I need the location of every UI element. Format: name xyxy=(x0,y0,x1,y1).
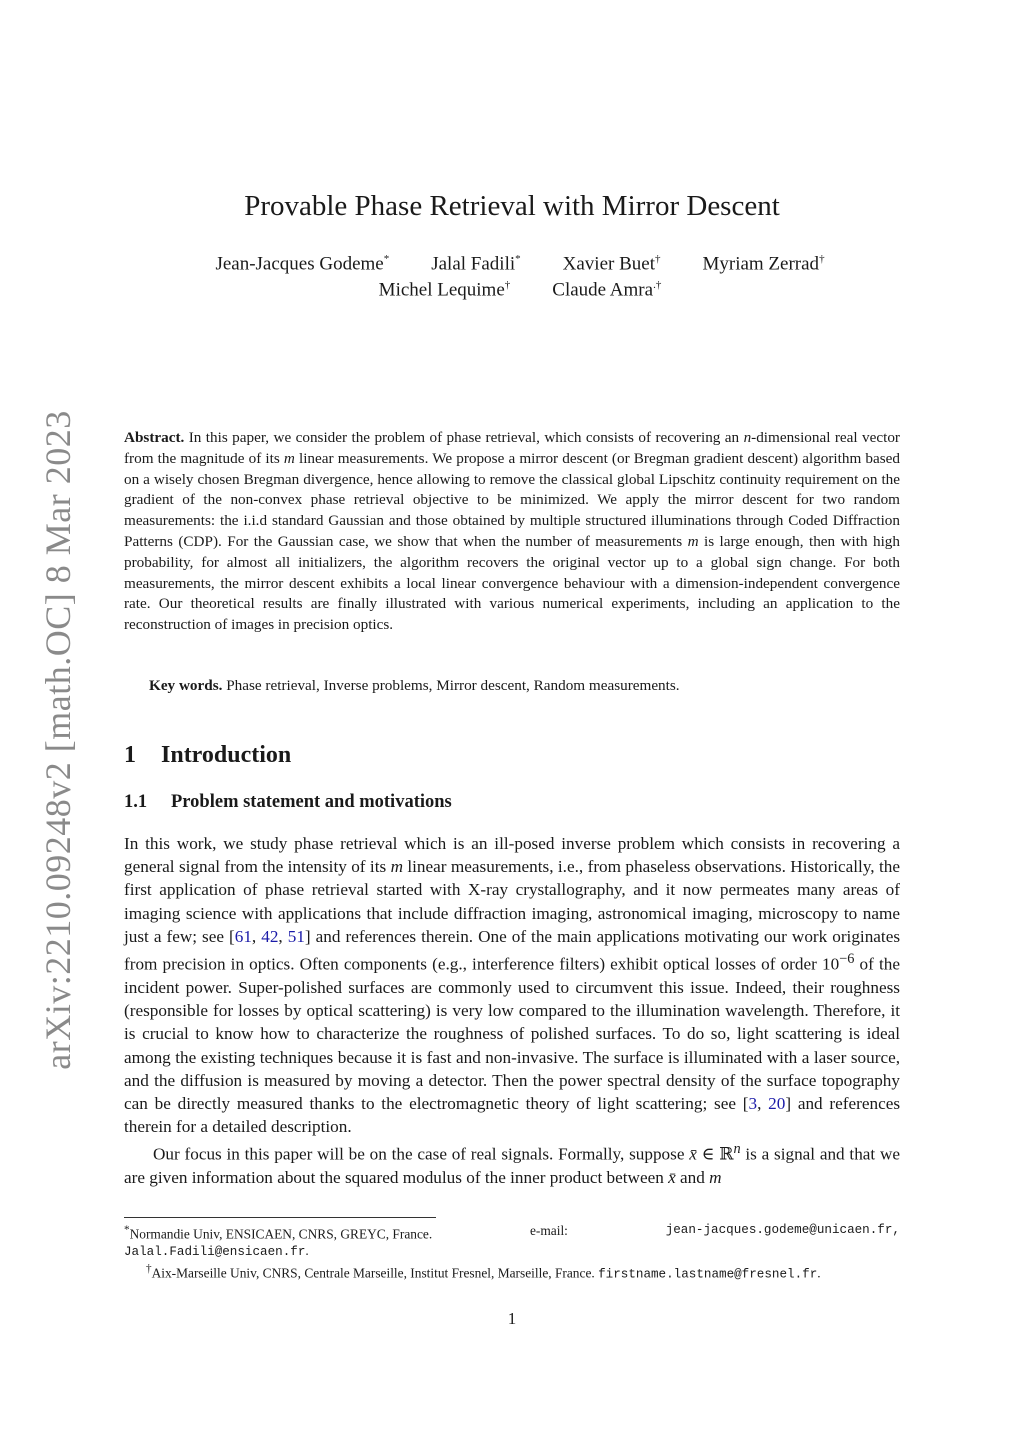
paragraph xyxy=(124,832,900,1138)
citation-link[interactable]: 42 xyxy=(261,926,279,946)
author-mark: * xyxy=(515,253,521,265)
author-mark: † xyxy=(819,253,825,265)
footnote-mark: * xyxy=(124,1224,130,1236)
keywords-label: Key words. xyxy=(149,677,223,694)
text-run: . xyxy=(817,1265,821,1281)
page-number: 1 xyxy=(507,1309,517,1328)
subsection-number: 1.1 xyxy=(124,792,148,812)
subsection-title: Problem statement and motivations xyxy=(171,792,452,812)
text-run: is a signal and that we are given information about the squared modulus of the inner product between xyxy=(124,1145,901,1188)
text-run: Our focus in this paper will be on the case of real signals. Formally, suppose xyxy=(153,1145,690,1165)
email-address[interactable]: Jalal.Fadili@ensicaen.fr xyxy=(124,1245,306,1260)
abstract-text: linear measurements. We propose a mirror descent (or Bregman gradient descent) algorithm based on a wisely chosen Bregman divergence, hence allowing to remove the classical global Lipschitz continuity requirement on the gradient of the non-convex phase retrieval objective to be minimized. We apply the mirror descent for two random measurements: the i.i.d standard Gaussian and those obtained by multiple structured illuminations through Coded Diffraction Patterns (CDP). For the Gaussian case, we show that when the number of measurements xyxy=(124,449,900,550)
abstract-text: In this paper, we consider the problem of phase retrieval, which consists of recovering an xyxy=(184,429,744,446)
citation-link[interactable]: 61 xyxy=(234,926,252,946)
author xyxy=(379,279,511,301)
text-run: linear measurements, i.e., from phaseless observations. Historically, the first application of phase retrieval started with X-ray crystallography, and it now permeates many areas of imaging science with applications that include diffraction imaging, astronomical imaging, microscopy to name just a few; see [ xyxy=(124,857,900,946)
abstract-text: is large enough, then with high probability, for almost all initializers, the algorithm recovers the original vector up to a global sign change. For both measurements, the mirror descent exhibits a local linear convergence behaviour with a dimension-independent convergence rate. Our theoretical results are finally illustrated with various numerical experiments, including an application to the reconstruction of images in precision optics. xyxy=(124,532,900,634)
text-run: of the incident power. Super-polished surfaces are commonly used to circumvent this issue. Indeed, their roughness (responsible for losses by optical scattering) is very low compared to the illumination wavelength. Therefore, it is crucial to know how to characterize the roughness of polished surfaces. To do so, light scattering is ideal among the existing techniques because it is fast and non-invasive. The surface is illuminated with a laser source, and the diffusion is measured by moving a detector. Then the power spectral density of the surface topography can be directly measured thanks to the electromagnetic theory of light scattering; see [ xyxy=(124,954,900,1113)
math-exponent: −6 xyxy=(839,951,855,968)
math-symbol: x̄ xyxy=(668,1168,676,1188)
footnote-1 xyxy=(124,1222,900,1242)
text-run: In this work, we study phase retrieval which is an ill-posed inverse problem which consists in recovering a general signal from the intensity of its xyxy=(124,834,900,877)
math-exponent: n xyxy=(733,1141,741,1158)
author-mark: † xyxy=(654,253,661,265)
email-address[interactable]: firstname.lastname@fresnel.fr xyxy=(598,1267,818,1282)
footnotes xyxy=(124,1222,900,1284)
abstract xyxy=(124,428,900,636)
footnote-rule xyxy=(124,1217,436,1218)
text-run: and xyxy=(675,1168,710,1188)
paragraph xyxy=(124,1138,900,1189)
section-title: Introduction xyxy=(161,742,292,768)
text-run: ] and references therein. One of the main applications motivating our work originates from precision in optics. Often components (e.g., interference filters) exhibit optical losses of order xyxy=(124,926,901,974)
math-symbol: m xyxy=(283,449,295,467)
footnote-mark: † xyxy=(146,1263,152,1276)
paper-title: Provable Phase Retrieval with Mirror Descent xyxy=(244,190,780,222)
author xyxy=(431,253,520,275)
keywords-text: Phase retrieval, Inverse problems, Mirror descent, Random measurements. xyxy=(222,677,680,694)
footnote-2 xyxy=(124,1261,900,1283)
author-name: Jalal Fadili xyxy=(431,253,516,275)
citation-link[interactable]: 3 xyxy=(748,1093,758,1113)
abstract-label: Abstract. xyxy=(124,429,185,446)
author-name: Jean-Jacques Godeme xyxy=(215,253,384,275)
author-name: Xavier Buet xyxy=(562,253,655,275)
text-run: ] and references therein for a detailed description. xyxy=(124,1093,901,1137)
citation-link[interactable]: 51 xyxy=(287,926,305,946)
text-run: . xyxy=(305,1243,309,1259)
math-symbol: n xyxy=(743,429,752,446)
section-number: 1 xyxy=(124,742,136,768)
text-run: , xyxy=(757,1093,769,1113)
section-heading xyxy=(124,742,291,769)
text-run: , xyxy=(278,926,288,946)
citation-link[interactable]: 20 xyxy=(768,1093,786,1113)
math-number: 10 xyxy=(821,954,840,974)
author-name: Myriam Zerrad xyxy=(702,253,820,275)
text-run: , xyxy=(251,926,262,946)
author-mark: .† xyxy=(653,279,662,292)
footnote-1-affiliation xyxy=(124,1222,432,1242)
subsection-heading xyxy=(124,792,452,813)
author-name: Claude Amra xyxy=(552,279,654,301)
footnote-1-cont xyxy=(124,1242,900,1261)
author-mark: * xyxy=(383,253,390,265)
text-run: ∈ xyxy=(696,1145,720,1165)
math-symbol: m xyxy=(709,1168,722,1188)
author xyxy=(563,253,661,275)
email-address[interactable]: jean-jacques.godeme@unicaen.fr, xyxy=(665,1223,900,1237)
math-symbol: m xyxy=(687,532,699,550)
author xyxy=(215,253,389,275)
math-symbol: x̄ xyxy=(689,1145,697,1165)
arxiv-identifier: arXiv:2210.09248v2 [math.OC] 8 Mar 2023 xyxy=(38,410,78,1070)
author-name: Michel Lequime xyxy=(378,279,505,301)
keywords xyxy=(149,676,900,696)
text-run: Normandie Univ, ENSICAEN, CNRS, GREYC, France. xyxy=(129,1226,433,1242)
footnote-1-email-label: e-mail: xyxy=(529,1223,568,1238)
body-text xyxy=(124,832,900,1190)
author xyxy=(552,279,661,301)
abstract-text: -dimensional real vector from the magnitude of its xyxy=(124,429,900,467)
author-mark: † xyxy=(504,279,511,292)
author-list xyxy=(180,253,860,302)
text-run: Aix-Marseille Univ, CNRS, Centrale Marseille, Institut Fresnel, Marseille, France. xyxy=(151,1265,599,1281)
math-symbol: ℝ xyxy=(719,1145,734,1165)
math-symbol: m xyxy=(390,857,403,877)
author xyxy=(702,253,824,275)
